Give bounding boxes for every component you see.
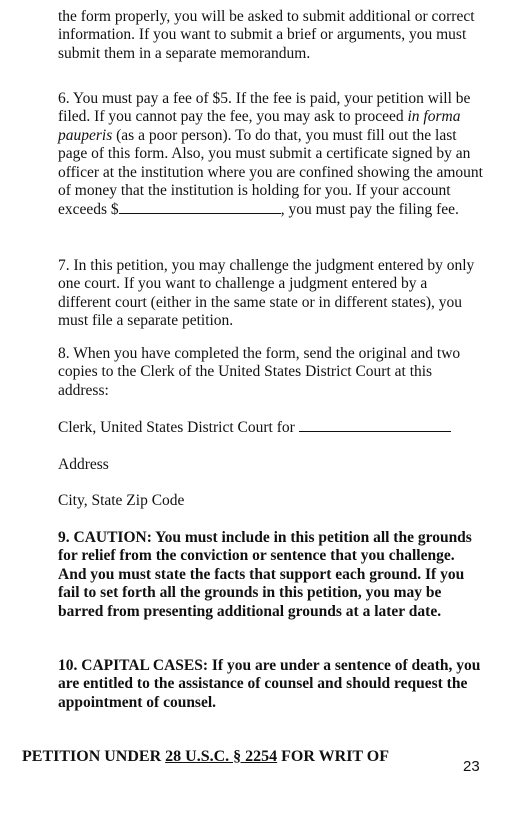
footer-title-b: FOR WRIT OF xyxy=(277,748,390,765)
account-amount-blank[interactable] xyxy=(119,200,281,214)
paragraph-6-text-b: (as a poor person). To do that, you must fill out the last page of this form. Also, you must submit a certificate signed by an officer at the institution where you are confined showing the amount of money that the institution is holding for you. If your account exceeds $ xyxy=(58,126,483,219)
in-forma-pauperis: in forma pauperis xyxy=(58,108,461,144)
paragraph-7: 7. In this petition, you may challenge the judgment entered by only one court. If you want to challenge a judgment entered by a different court (either in the same state or in different states), you must file a separate petition. xyxy=(58,257,475,330)
paragraph-6-text-a: 6. You must pay a fee of $5. If the fee is paid, your petition will be filed. If you cannot pay the fee, you may ask to proceed xyxy=(58,90,471,126)
city-state-zip-label: City, State Zip Code xyxy=(58,492,185,509)
clerk-label: Clerk, United States District Court for xyxy=(58,419,295,436)
page-number: 23 xyxy=(463,758,480,775)
paragraph-10-capital-cases: 10. CAPITAL CASES: If you are under a sentence of death, you are entitled to the assistance of counsel and should request the appointment of counsel. xyxy=(58,657,481,711)
paragraph-9-caution: 9. CAUTION: You must include in this petition all the grounds for relief from the conviction or sentence that you challenge. And you must state the facts that support each ground. If you fail to set forth all the grounds in this petition, you may be barred from presenting additional grounds at a later date. xyxy=(58,529,472,620)
statute-reference: 28 U.S.C. § 2254 xyxy=(165,748,278,765)
clerk-line xyxy=(58,418,483,437)
footer-title-a: PETITION UNDER xyxy=(22,748,166,765)
paragraph-continuation: the form properly, you will be asked to submit additional or correct information. If you want to submit a brief or arguments, you must submit them in a separate memorandum. xyxy=(58,8,475,62)
paragraph-6 xyxy=(58,90,483,220)
paragraph-8: 8. When you have completed the form, send the original and two copies to the Clerk of the United States District Court at this address: xyxy=(58,345,461,399)
district-court-blank[interactable] xyxy=(299,418,451,432)
footer-petition-title xyxy=(22,748,389,766)
paragraph-6-text-c: , you must pay the filing fee. xyxy=(280,201,459,219)
address-label: Address xyxy=(58,456,109,473)
